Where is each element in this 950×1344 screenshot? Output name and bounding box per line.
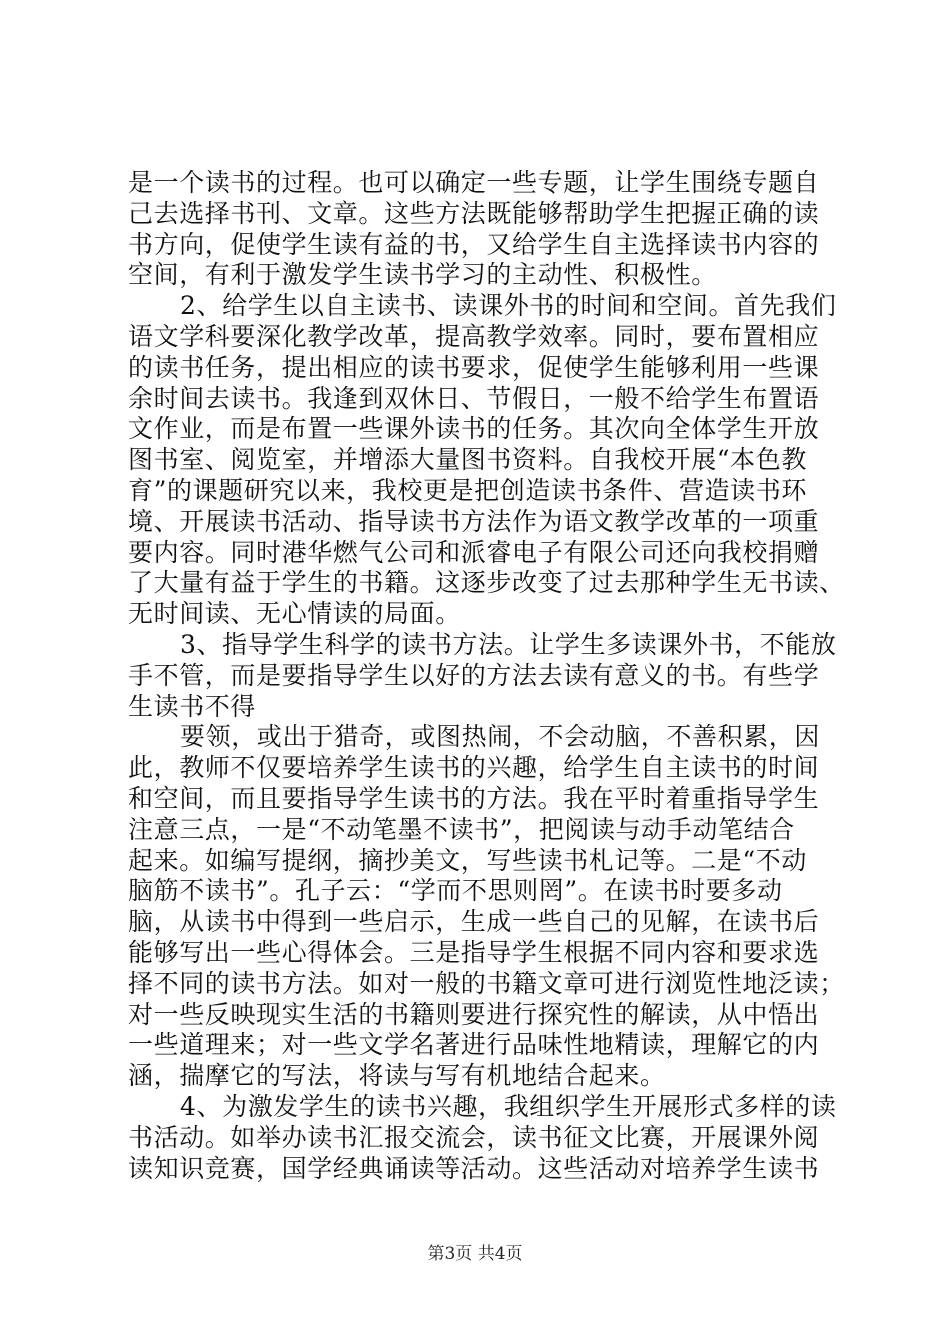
text-line: 读知识竞赛，国学经典诵读等活动。这些活动对培养学生读书 <box>128 1153 820 1183</box>
text-line: 手不管，而是要指导学生以好的方法去读有意义的书。有些学 <box>128 660 820 690</box>
text-line: 涵，揣摩它的写法，将读与写有机地结合起来。 <box>128 1061 666 1091</box>
page-footer: 第3页 共4页 <box>427 1244 523 1264</box>
text-line: 书方向，促使学生读有益的书，又给学生自主选择读书内容的 <box>128 229 820 259</box>
text-line: 择不同的读书方法。如对一般的书籍文章可进行浏览性地泛读； <box>128 968 845 998</box>
text-line: 脑筋不读书”。孔子云：“学而不思则罔”。在读书时要多动 <box>128 876 783 906</box>
text-line: 对一些反映现实生活的书籍则要进行探究性的解读，从中悟出 <box>128 999 820 1029</box>
text-line: 图书室、阅览室，并增添大量图书资料。自我校开展“本色教 <box>128 445 807 475</box>
text-line: 起来。如编写提纲，摘抄美文，写些读书札记等。二是“不动 <box>128 845 807 875</box>
text-line: 3、指导学生科学的读书方法。让学生多读课外书，不能放 <box>180 629 837 659</box>
text-line: 文作业，而是布置一些课外读书的任务。其次向全体学生开放 <box>128 414 820 444</box>
text-line: 无时间读、无心情读的局面。 <box>128 599 461 629</box>
text-line: 的读书任务，提出相应的读书要求，促使学生能够利用一些课 <box>128 352 820 382</box>
text-line: 生读书不得 <box>128 691 257 721</box>
text-line: 和空间，而且要指导学生读书的方法。我在平时着重指导学生 <box>128 783 820 813</box>
text-line: 一些道理来；对一些文学名著进行品味性地精读，理解它的内 <box>128 1030 820 1060</box>
text-line: 注意三点，一是“不动笔墨不读书”，把阅读与动手动笔结合 <box>128 814 795 844</box>
text-line: 要内容。同时港华燃气公司和派睿电子有限公司还向我校捐赠 <box>128 537 820 567</box>
text-line: 4、为激发学生的读书兴趣，我组织学生开展形式多样的读 <box>180 1091 837 1121</box>
text-line: 空间，有利于激发学生读书学习的主动性、积极性。 <box>128 260 717 290</box>
text-line: 余时间去读书。我逢到双休日、节假日，一般不给学生布置语 <box>128 383 820 413</box>
body-text <box>128 168 845 1184</box>
text-line: 是一个读书的过程。也可以确定一些专题，让学生围绕专题自 <box>128 168 820 197</box>
text-line: 了大量有益于学生的书籍。这逐步改变了过去那种学生无书读、 <box>128 568 845 598</box>
text-line: 能够写出一些心得体会。三是指导学生根据不同内容和要求选 <box>128 937 820 967</box>
text-line: 语文学科要深化教学改革，提高教学效率。同时，要布置相应 <box>128 321 820 351</box>
text-line: 书活动。如举办读书汇报交流会，读书征文比赛，开展课外阅 <box>128 1122 820 1152</box>
text-line: 己去选择书刊、文章。这些方法既能够帮助学生把握正确的读 <box>128 198 820 228</box>
text-line: 境、开展读书活动、指导读书方法作为语文教学改革的一项重 <box>128 506 820 536</box>
text-line: 脑，从读书中得到一些启示，生成一些自己的见解，在读书后 <box>128 907 820 937</box>
text-line: 育”的课题研究以来，我校更是把创造读书条件、营造读书环 <box>128 475 807 505</box>
text-line: 要领，或出于猎奇，或图热闹，不会动脑，不善积累，因 <box>180 722 821 752</box>
text-line: 此，教师不仅要培养学生读书的兴趣，给学生自主读书的时间 <box>128 753 820 783</box>
text-line: 2、给学生以自主读书、读课外书的时间和空间。首先我们 <box>180 291 837 321</box>
